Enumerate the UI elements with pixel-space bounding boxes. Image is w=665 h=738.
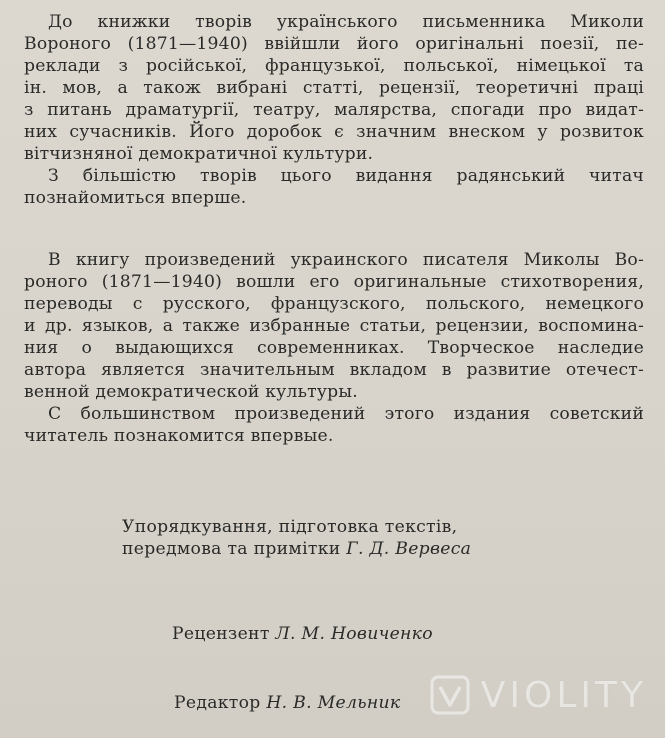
compiler-name: Г. Д. Вервеса: [346, 539, 472, 559]
violity-logo-icon: [429, 674, 471, 716]
editor-name: Н. В. Мельник: [266, 693, 401, 713]
reviewer-name: Л. М. Новиченко: [275, 624, 433, 644]
text-line: и др. языков, а также избранные статьи, рецензии, воспомина-: [24, 316, 644, 336]
editor-credit: [174, 692, 400, 714]
text-line: з питань драматургії, театру, малярства, спогади про видат-: [24, 100, 644, 120]
text-line: венной демократической культуры.: [24, 382, 358, 402]
russian-annotation: [24, 249, 644, 447]
text-line: З більшістю творів цього видання радянський читач: [48, 166, 644, 186]
text-line: автора является значительным вкладом в развитие отечест-: [24, 360, 644, 380]
text-line: ния о выдающихся современниках. Творческое наследие: [24, 338, 644, 358]
text-line: С большинством произведений этого издания советский: [48, 404, 644, 424]
compiler-credit: [122, 516, 471, 560]
compiler-line-1: Упорядкування, підготовка текстів,: [122, 517, 458, 537]
text-line: читатель познакомится впервые.: [24, 426, 334, 446]
text-line: Вороного (1871—1940) ввійшли його оригінальні поезії, пе-: [24, 34, 644, 54]
text-line: переводы с русского, французского, польского, немецкого: [24, 294, 644, 314]
compiler-line-2: [122, 538, 471, 560]
reviewer-credit: [172, 623, 433, 645]
reviewer-prefix: Рецензент: [172, 624, 276, 644]
watermark-text: VIOLITY: [480, 674, 647, 716]
compiler-prefix: передмова та примітки: [122, 539, 347, 559]
text-line: ін. мов, а також вибрані статті, рецензії, теоретичні праці: [24, 78, 644, 98]
editor-prefix: Редактор: [174, 693, 267, 713]
text-line: реклади з російської, французької, польської, німецької та: [24, 56, 644, 76]
text-line: роного (1871—1940) вошли его оригинальные стихотворения,: [24, 272, 644, 292]
violity-watermark: [429, 674, 647, 716]
text-line: До книжки творів українського письменника Миколи: [48, 12, 644, 32]
text-line: них сучасників. Його доробок є значним внеском у розвиток: [24, 122, 644, 142]
text-line: В книгу произведений украинского писателя Миколы Во-: [48, 250, 644, 270]
ukrainian-annotation: [24, 11, 644, 209]
text-line: познайомиться вперше.: [24, 188, 247, 208]
text-line: вітчизняної демократичної культури.: [24, 144, 374, 164]
